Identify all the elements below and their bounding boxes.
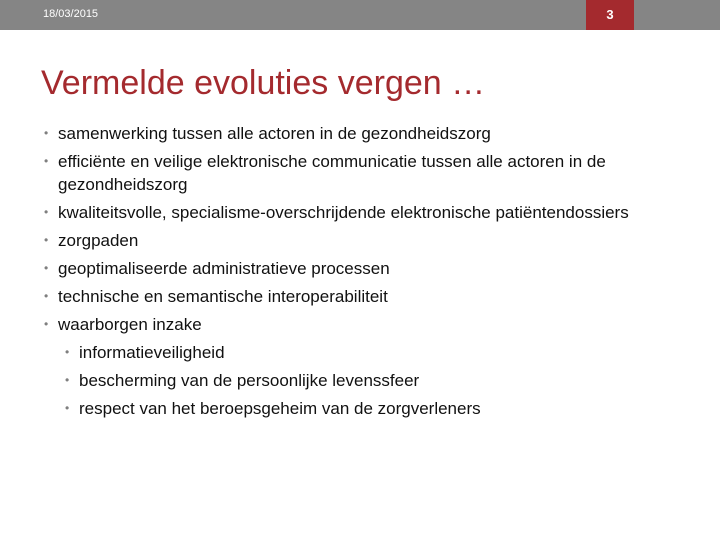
sub-bullet-text: bescherming van de persoonlijke levenssfeer xyxy=(79,371,420,390)
sub-bullet-item xyxy=(65,397,694,420)
header-bar xyxy=(0,0,720,30)
bullet-dot-icon: • xyxy=(44,261,49,275)
slide-date: 18/03/2015 xyxy=(43,8,99,20)
sub-bullet-text: informatieveiligheid xyxy=(79,343,225,362)
bullet-dot-icon: • xyxy=(65,373,70,387)
bullet-dot-icon: • xyxy=(65,345,70,359)
bullet-list xyxy=(44,122,694,425)
bullet-text: samenwerking tussen alle actoren in de gezondheidszorg xyxy=(58,124,491,143)
bullet-dot-icon: • xyxy=(44,233,49,247)
page-number-box xyxy=(586,0,634,30)
bullet-text: waarborgen inzake xyxy=(58,315,202,334)
bullet-dot-icon: • xyxy=(44,126,49,140)
bullet-dot-icon: • xyxy=(44,205,49,219)
bullet-item xyxy=(44,285,694,308)
bullet-item xyxy=(44,313,694,336)
bullet-text: zorgpaden xyxy=(58,231,139,250)
bullet-item xyxy=(44,150,694,196)
bullet-item xyxy=(44,122,694,145)
bullet-dot-icon: • xyxy=(65,401,70,415)
slide-title: Vermelde evoluties vergen … xyxy=(41,64,486,102)
page-number: 3 xyxy=(606,7,614,22)
bullet-item xyxy=(44,201,694,224)
bullet-dot-icon: • xyxy=(44,317,49,331)
bullet-dot-icon: • xyxy=(44,289,49,303)
bullet-item xyxy=(44,229,694,252)
sub-bullet-item xyxy=(65,341,694,364)
bullet-text: kwaliteitsvolle, specialisme-overschrijdende elektronische patiëntendossiers xyxy=(58,203,629,222)
bullet-text: geoptimaliseerde administratieve processen xyxy=(58,259,390,278)
bullet-dot-icon: • xyxy=(44,154,49,168)
sub-bullet-text: respect van het beroepsgeheim van de zorgverleners xyxy=(79,399,481,418)
bullet-text: technische en semantische interoperabiliteit xyxy=(58,287,388,306)
bullet-item xyxy=(44,257,694,280)
bullet-text: efficiënte en veilige elektronische communicatie tussen alle actoren in de gezondheidszorg xyxy=(58,152,606,194)
sub-bullet-item xyxy=(65,369,694,392)
